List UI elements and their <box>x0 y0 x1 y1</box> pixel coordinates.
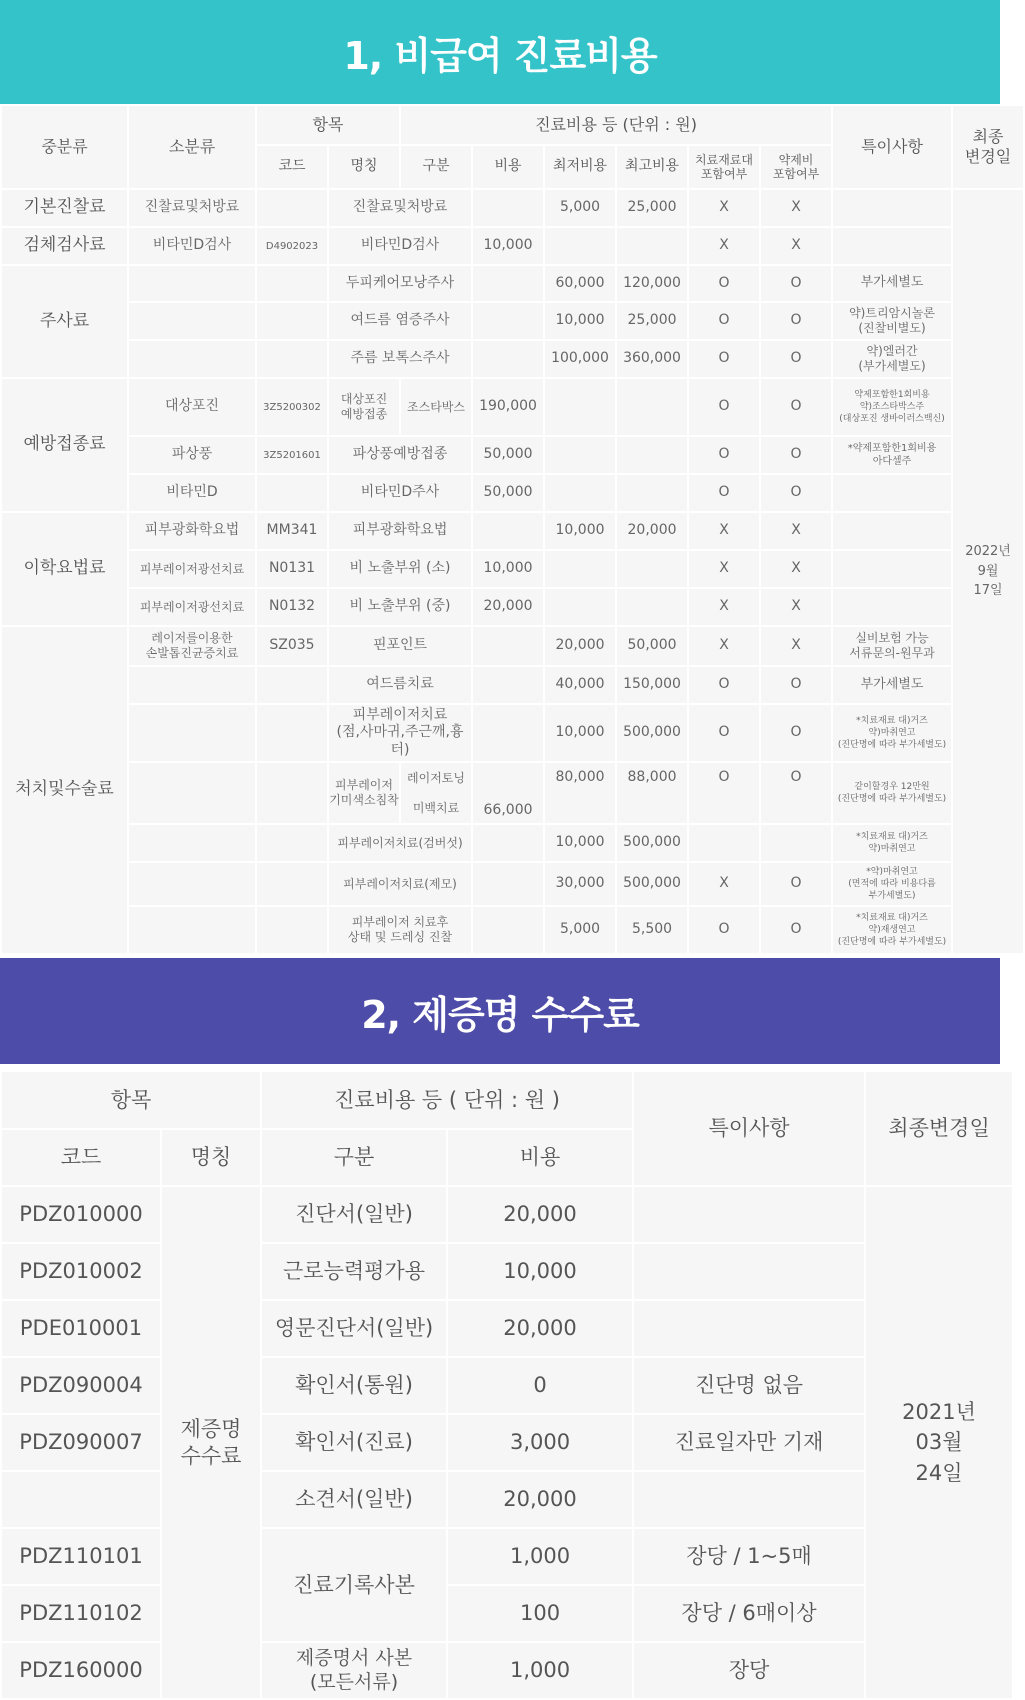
certificate-fee-table <box>0 1070 1014 1700</box>
header-updated: 최종 변경일 <box>953 106 1023 188</box>
group-vaccine: 예방접종료 <box>2 379 127 511</box>
header2-price: 비용 <box>448 1130 632 1185</box>
table-row: 피부레이저광선치료 N0132 비 노출부위 (중) 20,000 X X <box>2 589 1023 625</box>
table-row: PDZ010002 근로능력평가용 10,000 <box>2 1244 1012 1299</box>
header-cost: 진료비용 등 (단위 : 원) <box>401 106 831 144</box>
table-row: 소견서(일반) 20,000 <box>2 1472 1012 1527</box>
header2-item: 항목 <box>2 1072 260 1128</box>
table-row: 피부레이저 기미색소침착 레이저토닝 미백치료 66,000 80,000 88,000 O O 같이할경우 12만원 (진단명에 따라 부가세별도) <box>2 763 1023 823</box>
table-row: 비타민D 비타민D주사 50,000 O O <box>2 475 1023 511</box>
table-row: 피부레이저 치료후 상태 및 드레싱 진찰 5,000 5,500 O O *치료재료 대)거즈 약)재생연고 (진단명에 따라 부가세별도) <box>2 907 1023 953</box>
last-updated-date: 2022년 9월 17일 <box>953 190 1023 953</box>
header2-code: 코드 <box>2 1130 160 1185</box>
header-mid-category: 중분류 <box>2 106 127 188</box>
table-row: 피부레이저치료(검버섯) 10,000 500,000 *치료재료 대)거즈 약)마취연고 <box>2 825 1023 861</box>
table-row: 예방접종료 대상포진 3Z5200302 대상포진 예방접종 조스타박스 190,000 O O 약제포함한1회비용 약)조스타박스주 (대상포진 생바이러스백신) <box>2 379 1023 435</box>
header-code: 코드 <box>257 146 327 188</box>
table-row: 기본진찰료 진찰료및처방료 진찰료및처방료 5,000 25,000 X X 2022년 9월 17일 <box>2 190 1023 226</box>
header2-updated: 최종변경일 <box>866 1072 1012 1185</box>
table-row: 여드름 염증주사 10,000 25,000 O O 약)트리암시놀론 (진찰비별도) <box>2 303 1023 339</box>
table-row: 주사료 두피케어모낭주사 60,000 120,000 O O 부가세별도 <box>2 266 1023 301</box>
header-drug: 약제비 포함여부 <box>761 146 831 188</box>
table-row: 피부레이저광선치료 N0131 비 노출부위 (소) 10,000 X X <box>2 551 1023 587</box>
table-row: 피부레이저치료 (점,사마귀,주근깨,흉터) 10,000 500,000 O O *치료재료 대)거즈 약)마취연고 (진단명에 따라 부가세별도) <box>2 705 1023 761</box>
table-row: PDZ090007 확인서(진료) 3,000 진료일자만 기재 <box>2 1415 1012 1470</box>
group-injection: 주사료 <box>2 266 127 377</box>
table-row: 검체검사료 비타민D검사 D4902023 비타민D검사 10,000 X X <box>2 228 1023 264</box>
table-row: PDZ090004 확인서(통원) 0 진단명 없음 <box>2 1358 1012 1413</box>
table-row: 이학요법료 피부광화학요법 MM341 피부광화학요법 10,000 20,000 X X <box>2 513 1023 549</box>
table-row: PDE010001 영문진단서(일반) 20,000 <box>2 1301 1012 1356</box>
section2-title: 2, 제증명 수수료 <box>0 958 1000 1064</box>
table-row: 처치및수술료 레이저를이용한 손발톱진균증치료 SZ035 핀포인트 20,000 50,000 X X 실비보험 가능 서류문의-원무과 <box>2 627 1023 665</box>
header-item: 항목 <box>257 106 399 144</box>
non-covered-cost-table <box>0 104 1025 955</box>
table-row: PDZ010000 제증명 수수료 진단서(일반) 20,000 2021년 03월 24일 <box>2 1187 1012 1242</box>
section1-title: 1, 비급여 진료비용 <box>0 0 1000 104</box>
group-specimen: 검체검사료 <box>2 228 127 264</box>
table-row: PDZ110101 진료기록사본 1,000 장당 / 1~5매 <box>2 1529 1012 1584</box>
header-min: 최저비용 <box>545 146 615 188</box>
header-max: 최고비용 <box>617 146 687 188</box>
table-row: 파상풍 3Z5201601 파상풍예방접종 50,000 O O *약제포함한1회비용 아다셀주 <box>2 437 1023 473</box>
group-procedure: 처치및수술료 <box>2 627 127 953</box>
cert-name: 제증명 수수료 <box>162 1187 260 1698</box>
header-division: 구분 <box>401 146 471 188</box>
table-row: PDZ110102 100 장당 / 6매이상 <box>2 1586 1012 1641</box>
header-sub-category: 소분류 <box>129 106 255 188</box>
table-row: 여드름치료 40,000 150,000 O O 부가세별도 <box>2 667 1023 703</box>
header-name: 명칭 <box>329 146 399 188</box>
header2-name: 명칭 <box>162 1130 260 1185</box>
header2-cost: 진료비용 등 ( 단위 : 원 ) <box>262 1072 632 1128</box>
header2-division: 구분 <box>262 1130 446 1185</box>
table-row: 피부레이저치료(제모) 30,000 500,000 X O *약)마취연고 (면적에 따라 비용다름 부가세별도) <box>2 863 1023 905</box>
table-row: 주름 보톡스주사 100,000 360,000 O O 약)엘러간 (부가세별도) <box>2 341 1023 377</box>
group-basic: 기본진찰료 <box>2 190 127 226</box>
cert-last-updated: 2021년 03월 24일 <box>866 1187 1012 1698</box>
header2-notes: 특이사항 <box>634 1072 864 1185</box>
header-price: 비용 <box>473 146 543 188</box>
group-physio: 이학요법료 <box>2 513 127 625</box>
header-notes: 특이사항 <box>833 106 951 188</box>
table-row: PDZ160000 제증명서 사본 (모든서류) 1,000 장당 <box>2 1643 1012 1698</box>
header-material: 치료재료대 포함여부 <box>689 146 759 188</box>
